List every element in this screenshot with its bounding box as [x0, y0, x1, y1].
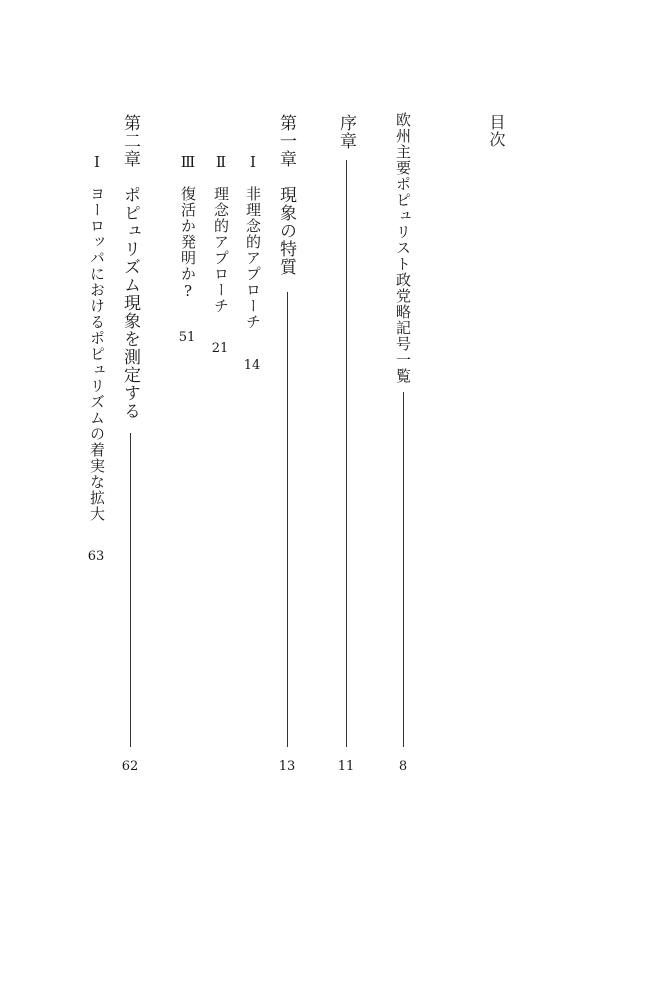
page-number: 51 — [178, 330, 196, 345]
section-numeral: Ⅱ — [212, 153, 230, 171]
section-numeral: Ⅰ — [244, 153, 262, 171]
section-numeral: Ⅲ — [179, 153, 197, 171]
toc-entry-label: 欧州主要ポピュリスト政党略記号一覧 — [394, 112, 412, 384]
section-label: 理念的アプローチ — [212, 186, 230, 314]
section-label: ヨーロッパにおけるポピュリズムの着実な拡大 — [88, 186, 106, 522]
page-number: 11 — [337, 759, 355, 774]
section-numeral: Ⅰ — [88, 153, 106, 171]
leader-rule — [130, 433, 131, 747]
page-number: 63 — [87, 549, 105, 564]
section-label: 復活か発明か? — [179, 186, 197, 301]
chapter-heading: 第二章 ポピュリズム現象を測定する — [120, 114, 140, 420]
page-number: 21 — [211, 341, 229, 356]
leader-rule — [403, 392, 404, 747]
page-number: 8 — [398, 759, 408, 774]
leader-rule — [287, 292, 288, 747]
leader-rule — [346, 160, 347, 747]
chapter-heading: 第一章 現象の特質 — [276, 114, 296, 276]
page-number: 14 — [243, 358, 261, 373]
page-number: 62 — [121, 759, 139, 774]
section-label: 非理念的アプローチ — [244, 186, 262, 330]
toc-entry-label: 序章 — [336, 114, 356, 150]
page-number: 13 — [278, 759, 296, 774]
toc-title: 目次 — [487, 114, 506, 148]
